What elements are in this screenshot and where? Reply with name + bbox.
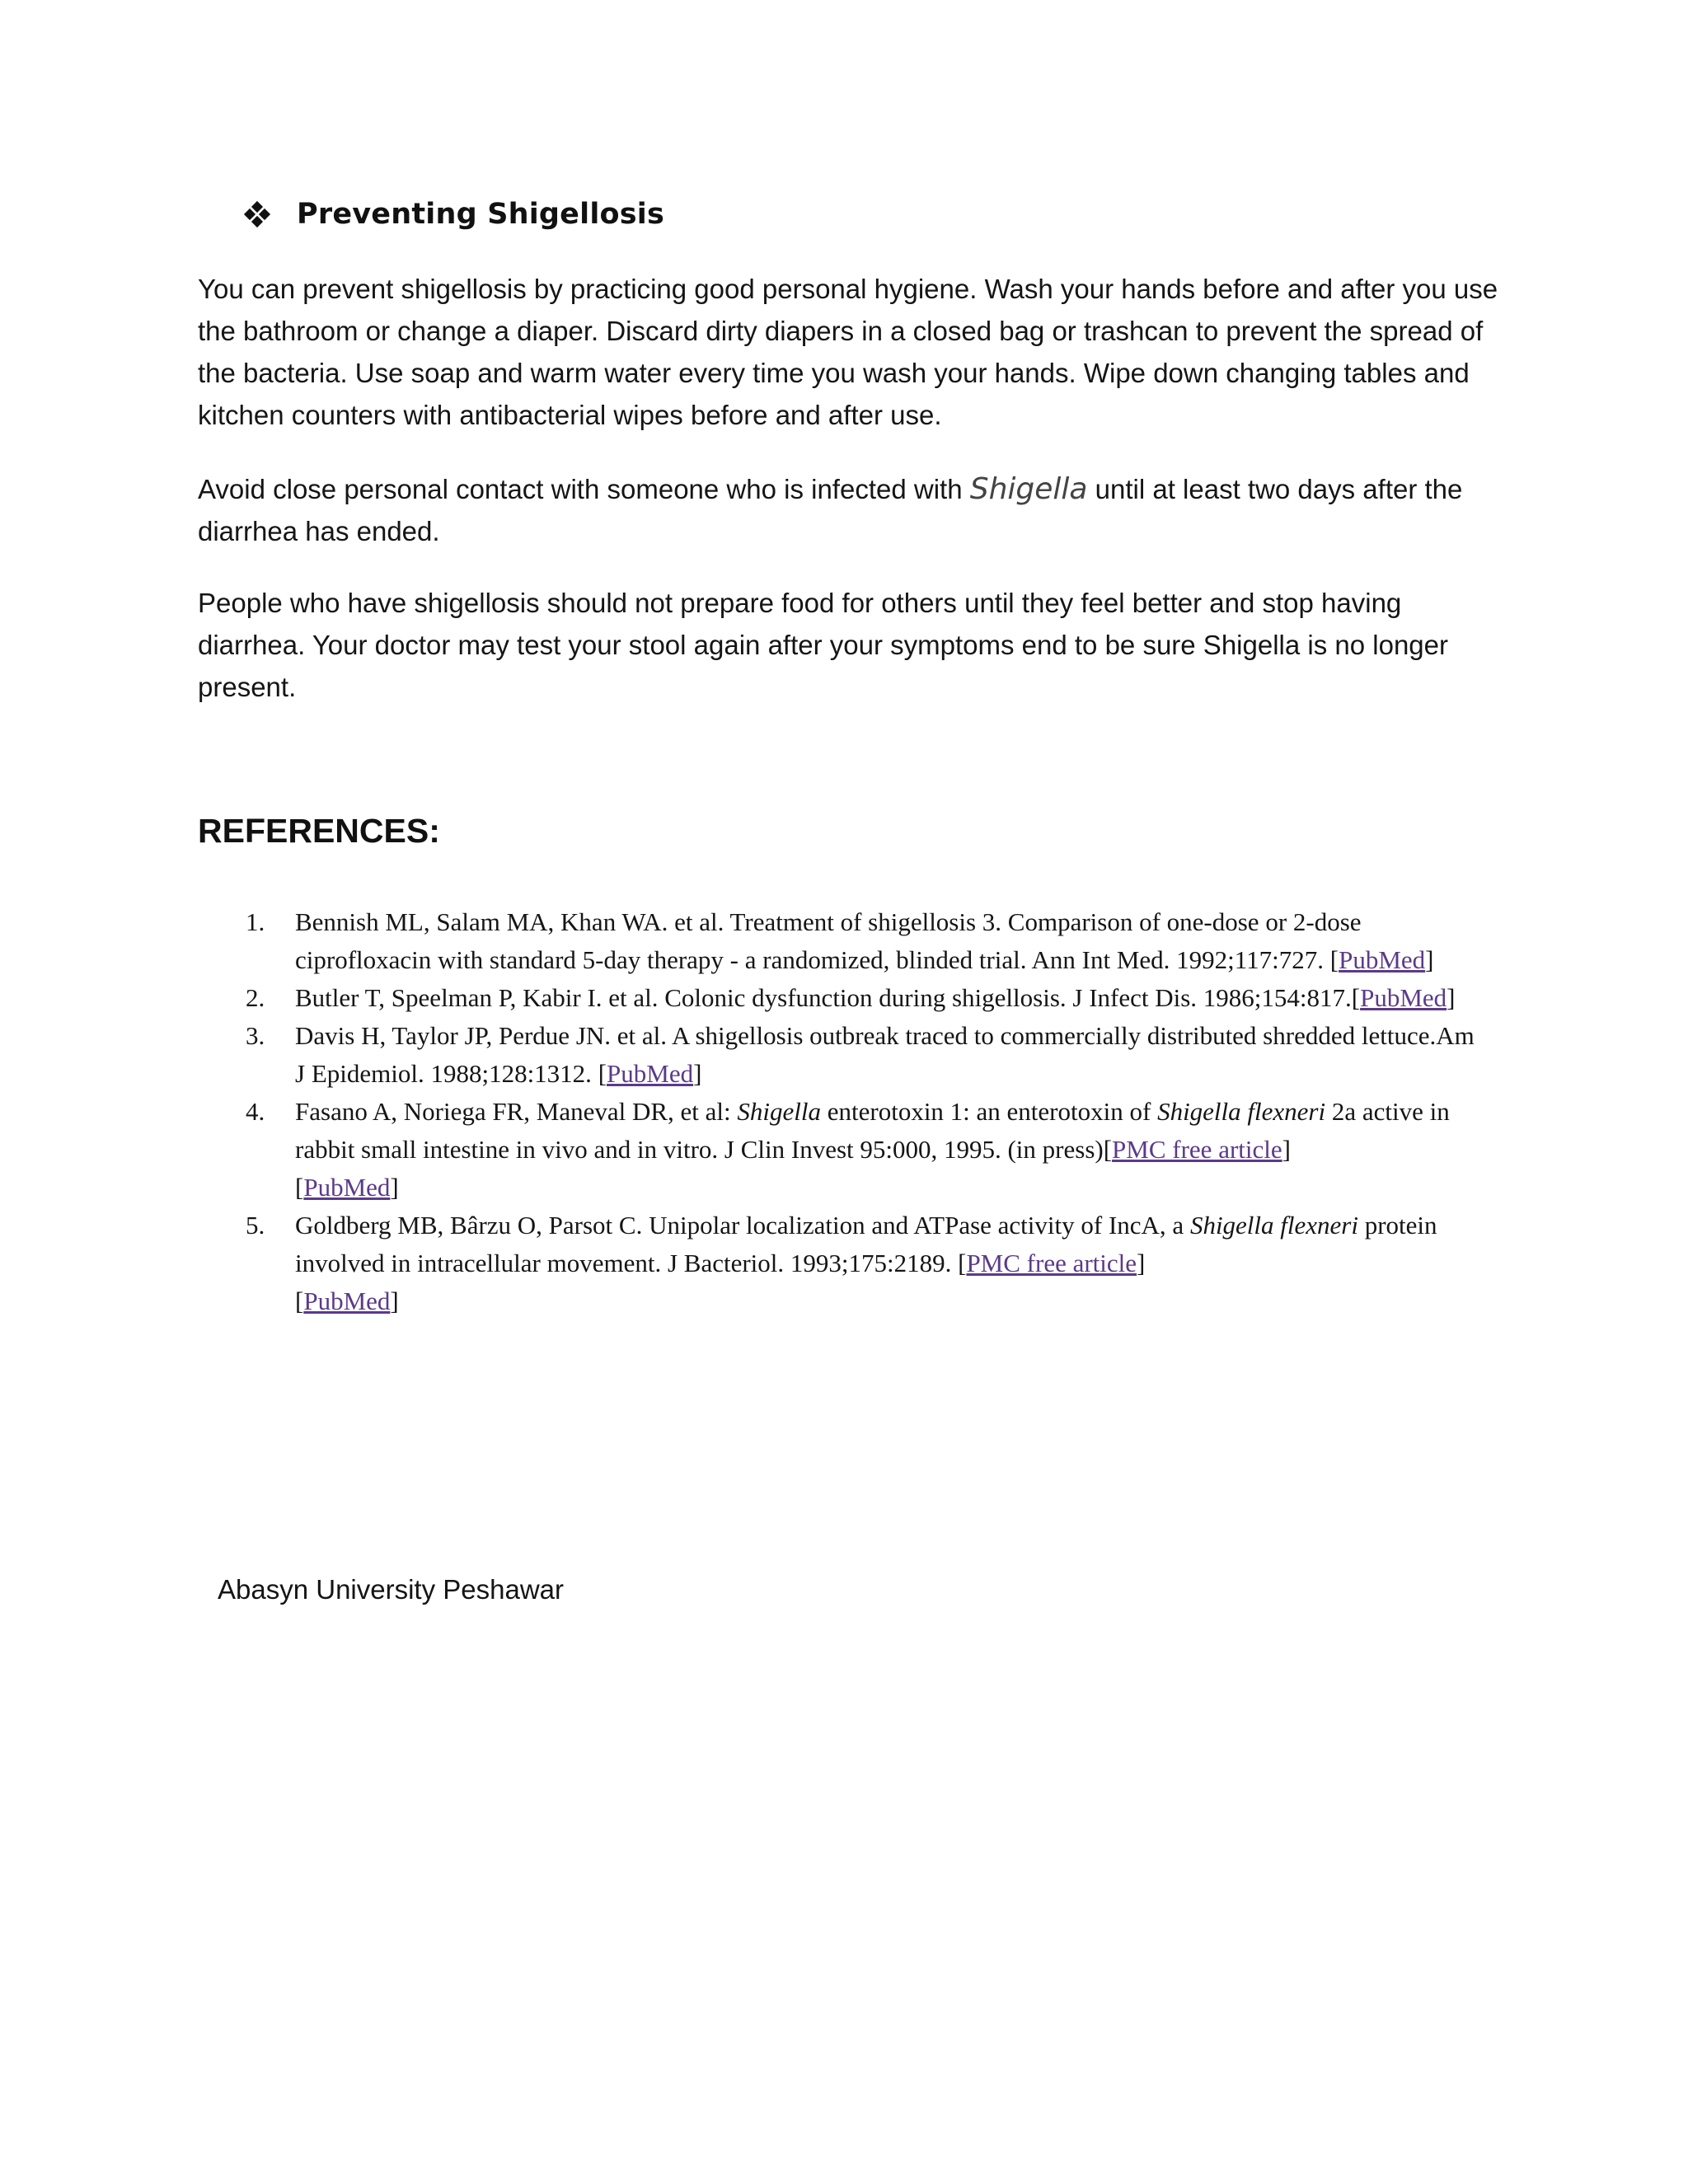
reference-item: 1. Bennish ML, Salam MA, Khan WA. et al. Treatment of shigellosis 3. Comparison of one-dose or 2-dose ciprofloxacin with standard 5-day therapy - a randomized, blinded trial. Ann Int Med. 1992;117:727. [PubMed] [198, 903, 1484, 979]
reference-text: enterotoxin 1: an enterotoxin of [821, 1097, 1158, 1126]
pubmed-link[interactable]: PubMed [607, 1059, 694, 1088]
reference-item: 3. Davis H, Taylor JP, Perdue JN. et al. A shigellosis outbreak traced to commercially distributed shredded lettuce.Am J Epidemiol. 1988;128:1312. [PubMed] [198, 1017, 1484, 1093]
pubmed-link[interactable]: PubMed [303, 1173, 391, 1202]
reference-number: 2. [246, 983, 265, 1012]
paragraph-food [198, 582, 1500, 708]
pubmed-link[interactable]: PubMed [1339, 945, 1426, 974]
pubmed-link[interactable]: PubMed [1360, 983, 1447, 1012]
section-heading: Preventing Shigellosis [297, 198, 665, 231]
italic-organism-name: Shigella flexneri [1189, 1211, 1358, 1240]
italic-organism-name: Shigella [737, 1097, 821, 1126]
reference-text: Fasano A, Noriega FR, Maneval DR, et al: [295, 1097, 738, 1126]
reference-item: 5. Goldberg MB, Bârzu O, Parsot C. Unipolar localization and ATPase activity of IncA, a Shigella flexneri protein involved in intracellular movement. J Bacteriol. 1993;175:2189. [PMC free article] [PubMed] [198, 1207, 1484, 1320]
reference-text: 2a active in rabbit small intestine in vivo and in vitro. J Clin Invest 95:000, 1995. (in press) [295, 1097, 1450, 1164]
reference-number: 1. [246, 907, 265, 936]
diamond-bullet-icon [246, 203, 269, 226]
paragraph-text [198, 468, 1500, 552]
reference-number: 4. [246, 1097, 265, 1126]
pmc-free-article-link[interactable]: PMC free article [966, 1249, 1137, 1277]
footer-institution: Abasyn University Peshawar [218, 1574, 565, 1605]
pubmed-link[interactable]: PubMed [303, 1286, 391, 1315]
paragraph-hygiene [198, 268, 1500, 436]
paragraph-text: You can prevent shigellosis by practicing good personal hygiene. Wash your hands before and after you use the bathroom or change a diaper. Discard dirty diapers in a closed bag or trashcan to prevent the spread of the bacteria. Use soap and warm water every time you wash your hands. Wipe down changing tables and kitchen counters with antibacterial wipes before and after use. [198, 274, 1498, 430]
section-heading-row [246, 198, 664, 231]
paragraph-text: People who have shigellosis should not prepare food for others until they feel better and stop having diarrhea. Your doctor may test your stool again after your symptoms end to be sure Shigella is no longer present. [198, 588, 1449, 702]
reference-item: 2. Butler T, Speelman P, Kabir I. et al. Colonic dysfunction during shigellosis. J Infect Dis. 1986;154:817.[PubMed] [198, 979, 1484, 1017]
paragraph-contact [198, 468, 1500, 552]
pmc-free-article-link[interactable]: PMC free article [1112, 1135, 1282, 1164]
text-span: Avoid close personal contact with someone who is infected with [198, 474, 970, 504]
reference-text: Davis H, Taylor JP, Perdue JN. et al. A shigellosis outbreak traced to commercially distributed shredded lettuce.Am J Epidemiol. 1988;128:1312. [295, 1021, 1475, 1088]
references-heading: REFERENCES: [198, 812, 440, 850]
reference-text: Bennish ML, Salam MA, Khan WA. et al. Treatment of shigellosis 3. Comparison of one-dose or 2-dose ciprofloxacin with standard 5-day therapy - a randomized, blinded trial. Ann Int Med. 1992;117:727. [295, 907, 1362, 974]
text-span: until at least two days after the diarrhea has ended. [198, 474, 1463, 546]
reference-item: 4. Fasano A, Noriega FR, Maneval DR, et al: Shigella enterotoxin 1: an enterotoxin of Shigella flexneri 2a active in rabbit small intestine in vivo and in vitro. J Clin Invest 95:000, 1995. (in press)[PMC free article] [PubMed] [198, 1093, 1484, 1207]
italic-organism-name: Shigella [969, 472, 1088, 506]
reference-text: Goldberg MB, Bârzu O, Parsot C. Unipolar localization and ATPase activity of IncA, a [295, 1211, 1190, 1240]
italic-organism-name: Shigella flexneri [1157, 1097, 1326, 1126]
references-list [198, 903, 1484, 1320]
reference-text: Butler T, Speelman P, Kabir I. et al. Colonic dysfunction during shigellosis. J Infect Dis. 1986;154:817. [295, 983, 1352, 1012]
reference-number: 5. [246, 1211, 265, 1240]
reference-number: 3. [246, 1021, 265, 1050]
reference-text: protein involved in intracellular movement. J Bacteriol. 1993;175:2189. [295, 1211, 1437, 1277]
